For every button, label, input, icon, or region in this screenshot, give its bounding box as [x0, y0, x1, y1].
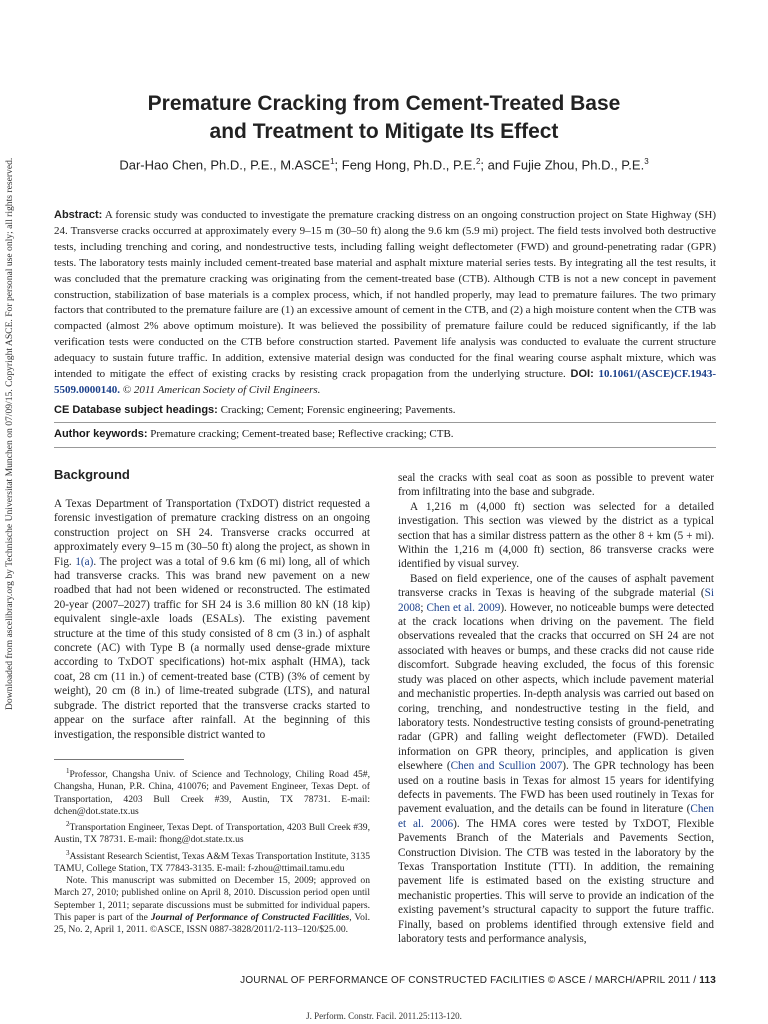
paragraph	[398, 572, 714, 947]
paragraph-text: . The project was a total of 9.6 km (6 mi) long, all of which had transverse cracks. This was brand new pavement on a new roadbed that had not been widened or reconstructed. The estimated 20-year (2007–2027) traffic for SH 24 is 3.6 million 80 kN (18 kip) equivalent single-axle loads (ESALs). The existing pavement structure at the time of this study consisted of 8 cm (3 in.) of asphalt concrete (AC) with Type B (a normally used dense-grade mixture according to TxDOT specifications) hot-mix asphalt (HMA), tack coat, 28 cm (11 in.) of cement-treated base (CTB) (3% of cement by weight), 20 cm (8 in.) of lime-treated subgrade (LTS), and natural subgrade. The district reported that the transverse cracks started to appear on the surface after rainfall. At the beginning of this investigation, the responsible district wanted to	[54, 555, 370, 741]
section-heading-background: Background	[54, 467, 130, 482]
subject-headings	[54, 403, 716, 418]
subject-text: Cracking; Cement; Forensic engineering; Pavements.	[220, 404, 456, 416]
paragraph: seal the cracks with seal coat as soon as possible to prevent water from infiltrating into the base and subgrade.	[398, 472, 714, 499]
author-2-affil: 2	[475, 157, 481, 166]
footnote-2	[54, 818, 370, 847]
author-3-affil: 3	[644, 157, 649, 166]
note-text: , Vol. 25, No. 2, April 1, 2011. ©ASCE, ISSN 0887-3828/2011/2-113–120/$25.00.	[54, 911, 370, 935]
paragraph-text: ;	[420, 601, 427, 614]
right-column	[398, 471, 714, 946]
footnote-3	[54, 847, 370, 876]
paragraph-text: ). The GPR technology has been used on a routine basis in Texas for almost 15 years for identifying defects in pavements. The FWD has been used routinely in Texas for pavement evaluation, and the details can be found in literature (	[398, 760, 715, 816]
author-1-affil: 1	[330, 157, 335, 166]
abstract-label: Abstract:	[54, 209, 103, 221]
divider	[54, 422, 716, 423]
footnotes	[54, 765, 370, 936]
author-keywords	[54, 427, 716, 442]
title-line-2: and Treatment to Mitigate Its Effect	[209, 120, 559, 143]
paragraph-text: ). However, no noticeable bumps were detected at the crack locations when driving on the pavement. The field observations revealed that the cracks that occurred on SH 24 are not associated with heaves or bumps, and these cracks did not cause ride discomfort. Subgrade heaving excluded, the focus of this forensic study was placed on other aspects, which include pavement material and mechanistic properties. In-depth analysis was carried out based on coring, trenching, and nondestructive testing in the field, and laboratory tests. Nondestructive testing consists of ground-penetrating radar (GPR) and falling weight deflectometer (FWD). Detailed information on GPR theory, principles, and application is given elsewhere (	[398, 601, 715, 773]
author-list	[60, 157, 708, 172]
citation-link[interactable]: Chen et al. 2009	[426, 601, 501, 614]
left-column	[54, 497, 370, 742]
footnote-divider	[54, 759, 184, 760]
copyright: © 2011 American Society of Civil Engineers.	[122, 383, 321, 396]
figure-link[interactable]: 1(a)	[75, 555, 94, 568]
citation-link[interactable]: Si 2008	[398, 587, 714, 614]
download-notice-text: Downloaded from ascelibrary.org by Technische Universitat Munchen on 07/09/15. Copyright ASCE. For personal use only; all rights reserved.	[4, 157, 15, 710]
title-line-1: Premature Cracking from Cement-Treated Base	[147, 92, 621, 115]
citation-link[interactable]: Chen and Scullion 2007	[450, 760, 563, 773]
footnote-text: Assistant Research Scientist, Texas A&M Texas Transportation Institute, 3135 TAMU, College Station, TX 77843-3135. E-mail: f-zhou@ttimail.tamu.edu	[54, 850, 370, 874]
citation-link[interactable]: Chen et al. 2006	[398, 803, 714, 830]
footnote-text: Professor, Changsha Univ. of Science and Technology, Chiling Road 45#, Changsha, Hunan, P.R. China, 410076; and Pavement Engineer, Texas Dept. of Transportation, 4203 Bull Creek #39, Austin, TX 78731. E-mail: dchen@dot.state.tx.us	[54, 769, 370, 817]
journal-name: Journal of Performance of Constructed Facilities	[150, 911, 350, 923]
author-2: ; Feng Hong, Ph.D., P.E.	[334, 157, 476, 173]
journal-footer-text: JOURNAL OF PERFORMANCE OF CONSTRUCTED FACILITIES © ASCE / MARCH/APRIL 2011 /	[240, 975, 700, 986]
paragraph-text: A Texas Department of Transportation (TxDOT) district requested a forensic investigation of premature cracking distress on an ongoing construction project on SH 24. Transverse cracks occurred at approximately every 9–15 m (30–50 ft) along the project, as shown in Fig.	[54, 498, 370, 568]
author-3: ; and Fujie Zhou, Ph.D., P.E.	[480, 157, 645, 173]
paragraph-text: ). The HMA cores were tested by TxDOT, Flexible Pavements Branch of the Materials and Pavements Section, Construction Division. The CTB was tested in the laboratory by the Texas Transportation Institute (TTI). In addition, the remaining pavement life is estimated based on the existing structure and mechanistic properties. This will serve to provide an indication of the existing pavement’s structural capacity to support the future traffic. Finally, based on problems identified through extensive field and laboratory tests and performance analysis,	[398, 817, 714, 945]
keywords-text: Premature cracking; Cement-treated base; Reflective cracking; CTB.	[150, 428, 454, 440]
footnote-marker: 1	[66, 767, 70, 775]
footnote-1	[54, 765, 370, 818]
footnote-text: Transportation Engineer, Texas Dept. of Transportation, 4203 Bull Creek #39, Austin, TX 78731. E-mail: fhong@dot.state.tx.us	[54, 822, 370, 846]
footnote-marker: 3	[66, 848, 70, 857]
note-text: Note. This manuscript was submitted on December 15, 2009; approved on March 27, 2010; published online on April 8, 2010. Discussion period open until September 1, 2011; separate discussions must be submitted for individual papers. This paper is part of the	[54, 875, 370, 923]
running-footer	[240, 975, 716, 986]
paragraph: A 1,216 m (4,000 ft) section was selected for a detailed investigation. This section was viewed by the district as a typical section that has a similar distress pattern as the other 8 + km (5 + mi). Within the 1,216 m (4,000 ft) section, 86 transverse cracks were identified by visual survey.	[398, 500, 714, 571]
paper-title	[60, 90, 708, 146]
footnote-marker: 2	[66, 820, 70, 828]
citation-line: J. Perform. Constr. Facil. 2011.25:113-120.	[306, 1011, 462, 1021]
author-1: Dar-Hao Chen, Ph.D., P.E., M.ASCE	[119, 157, 331, 173]
doi-label: DOI:	[570, 368, 594, 381]
paragraph	[54, 497, 370, 742]
paragraph-text: Based on field experience, one of the causes of asphalt pavement transverse cracks in Texas is heaving of the subgrade material (	[398, 572, 714, 600]
manuscript-note	[54, 875, 370, 936]
divider	[54, 447, 716, 448]
abstract-text: A forensic study was conducted to investigate the premature cracking distress on an ongoing construction project on State Highway (SH) 24. Transverse cracks occurred at approximately every 9–15 m (30–50 ft) along the 9.6 km (5.9 mi) project. The field tests involved both destructive tests, including trenching and coring, and nondestructive tests, including falling weight deflectometer (FWD) and ground-penetrating radar (GPR) tests. The laboratory tests mainly included cement-treated base material and asphalt mixture material series tests. By integrating all the test results, it was concluded that the premature cracking was originating from the cement-treated base (CTB). Although CTB is not a new concept in pavement construction, stabilization of base materials is a complex process, which, if not handled properly, may lead to premature failures. The two primary factors that contributed to the premature failure are (1) an excessive amount of cement in the CTB, and (2) a high moisture content when the CTB was compacted (almost 2% above optimum moisture). It was believed the possibility of premature failure could be reduced significantly, if the lab verification tests were conducted on the CTB before construction started. Pavement life analysis was conducted to evaluate the current structure adequacy to sustain future traffic. In addition, extensive material design was conducted for the final wearing course asphalt mixture, which was intended to mitigate the effect of existing cracks by resisting crack propagation from the underlying structure.	[54, 209, 716, 381]
doi-link[interactable]: 10.1061/(ASCE)CF.1943-5509.0000140.	[54, 368, 717, 396]
subject-label: CE Database subject headings:	[54, 404, 218, 416]
download-notice	[2, 157, 16, 710]
page-number: 113	[699, 975, 716, 986]
keywords-label: Author keywords:	[54, 428, 148, 440]
abstract	[54, 208, 716, 399]
